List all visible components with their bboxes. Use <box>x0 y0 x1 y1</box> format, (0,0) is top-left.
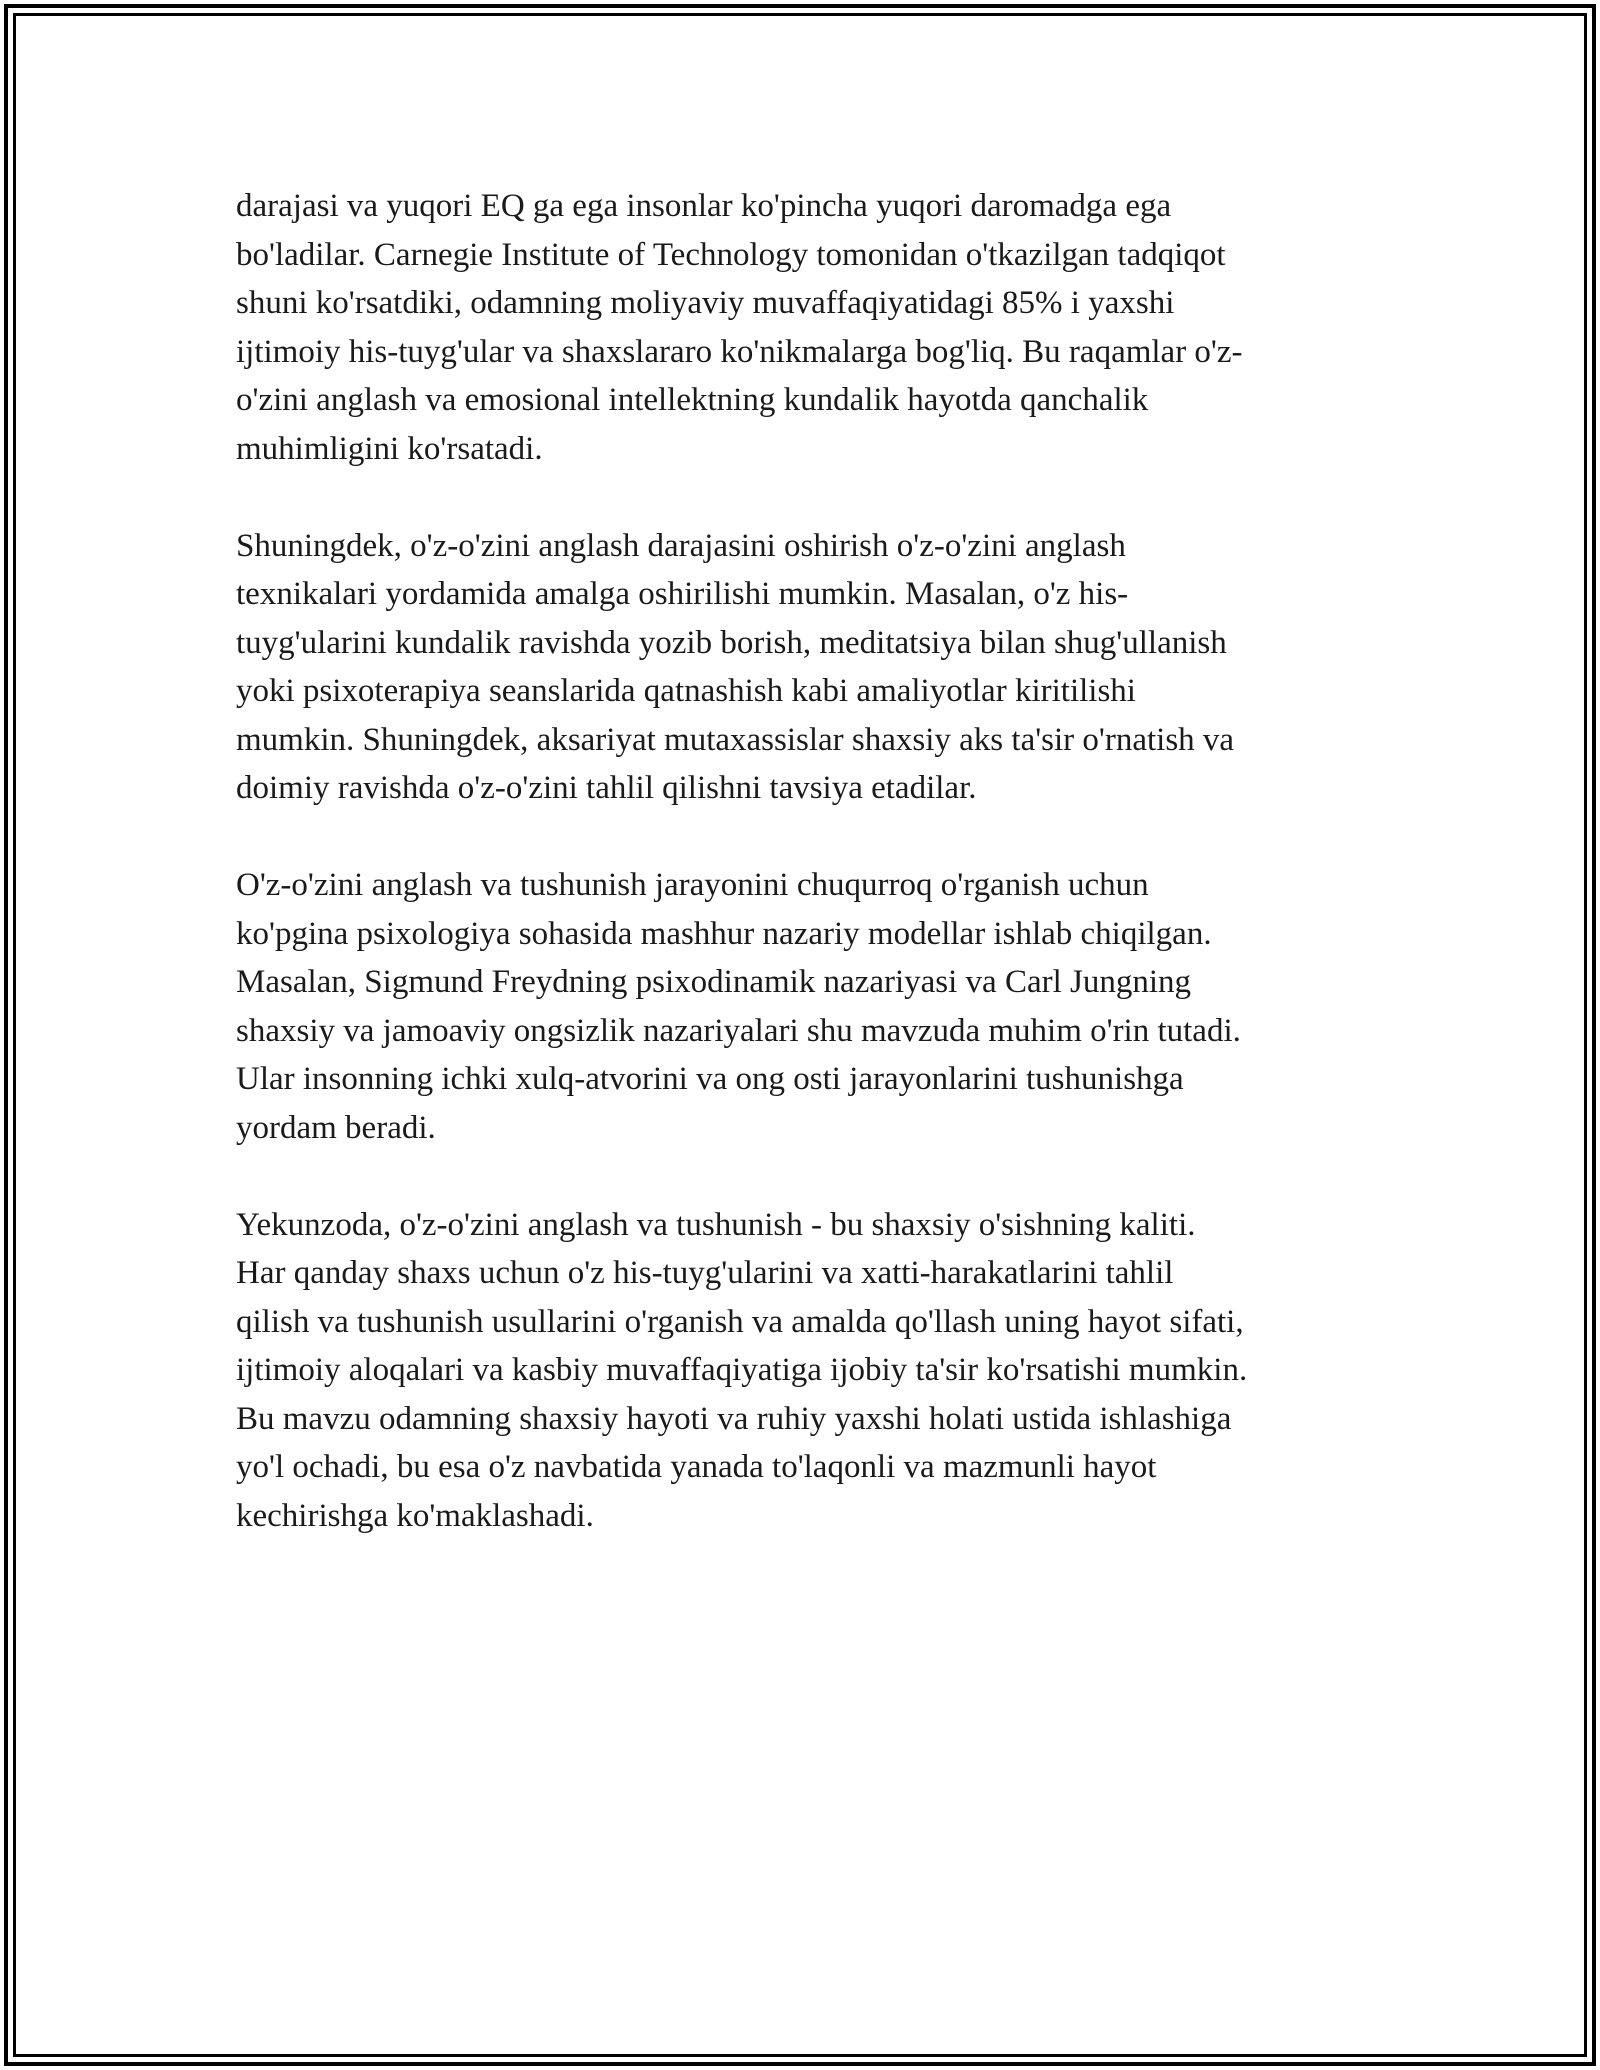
paragraph-line: Bu mavzu odamning shaxsiy hayoti va ruhiy yaxshi holati ustida ishlashiga <box>236 1400 1232 1437</box>
paragraph-line: bo'ladilar. Carnegie Institute of Technology tomonidan o'tkazilgan tadqiqot <box>236 236 1226 273</box>
paragraph-line: shaxsiy va jamoaviy ongsizlik nazariyalari shu mavzuda muhim o'rin tutadi. <box>236 1012 1241 1049</box>
document-body <box>236 182 1366 1589</box>
paragraph-1 <box>236 182 1366 473</box>
paragraph-line: yo'l ochadi, bu esa o'z navbatida yanada to'laqonli va mazmunli hayot <box>236 1449 1157 1485</box>
paragraph-3 <box>236 861 1366 1152</box>
paragraph-line: O'z-o'zini anglash va tushunish jarayonini chuqurroq o'rganish uchun <box>236 867 1149 903</box>
paragraph-line: muhimligini ko'rsatadi. <box>236 430 543 467</box>
paragraph-line: Yekunzoda, o'z-o'zini anglash va tushunish - bu shaxsiy o'sishning kaliti. <box>236 1206 1196 1243</box>
paragraph-line: ijtimoiy aloqalari va kasbiy muvaffaqiyatiga ijobiy ta'sir ko'rsatishi mumkin. <box>236 1352 1248 1388</box>
paragraph-line: darajasi va yuqori EQ ga ega insonlar ko'pincha yuqori daromadga ega <box>236 188 1172 224</box>
paragraph-line: qilish va tushunish usullarini o'rganish va amalda qo'llash uning hayot sifati, <box>236 1303 1244 1340</box>
paragraph-line: ko'pgina psixologiya sohasida mashhur nazariy modellar ishlab chiqilgan. <box>236 915 1212 952</box>
paragraph-line: Ular insonning ichki xulq-atvorini va ong osti jarayonlarini tushunishga <box>236 1061 1184 1097</box>
paragraph-line: texnikalari yordamida amalga oshirilishi mumkin. Masalan, o'z his- <box>236 576 1129 612</box>
paragraph-line: ijtimoiy his-tuyg'ular va shaxslararo ko'nikmalarga bog'liq. Bu raqamlar o'z- <box>236 333 1243 370</box>
paragraph-2 <box>236 522 1366 813</box>
paragraph-line: doimiy ravishda o'z-o'zini tahlil qilishni tavsiya etadilar. <box>236 770 977 806</box>
paragraph-line: yordam beradi. <box>236 1109 436 1146</box>
paragraph-4 <box>236 1201 1366 1541</box>
paragraph-line: Masalan, Sigmund Freydning psixodinamik nazariyasi va Carl Jungning <box>236 964 1192 1000</box>
paragraph-line: tuyg'ularini kundalik ravishda yozib borish, meditatsiya bilan shug'ullanish <box>236 624 1227 661</box>
paragraph-line: mumkin. Shuningdek, aksariyat mutaxassislar shaxsiy aks ta'sir o'rnatish va <box>236 721 1235 758</box>
paragraph-line: shuni ko'rsatdiki, odamning moliyaviy muvaffaqiyatidagi 85% i yaxshi <box>236 285 1175 321</box>
paragraph-line: Har qanday shaxs uchun o'z his-tuyg'ularini va xatti-harakatlarini tahlil <box>236 1255 1174 1291</box>
paragraph-line: kechirishga ko'maklashadi. <box>236 1497 594 1534</box>
paragraph-line: Shuningdek, o'z-o'zini anglash darajasini oshirish o'z-o'zini anglash <box>236 527 1126 564</box>
paragraph-line: yoki psixoterapiya seanslarida qatnashish kabi amaliyotlar kiritilishi <box>236 673 1136 709</box>
paragraph-line: o'zini anglash va emosional intellektning kundalik hayotda qanchalik <box>236 382 1149 418</box>
